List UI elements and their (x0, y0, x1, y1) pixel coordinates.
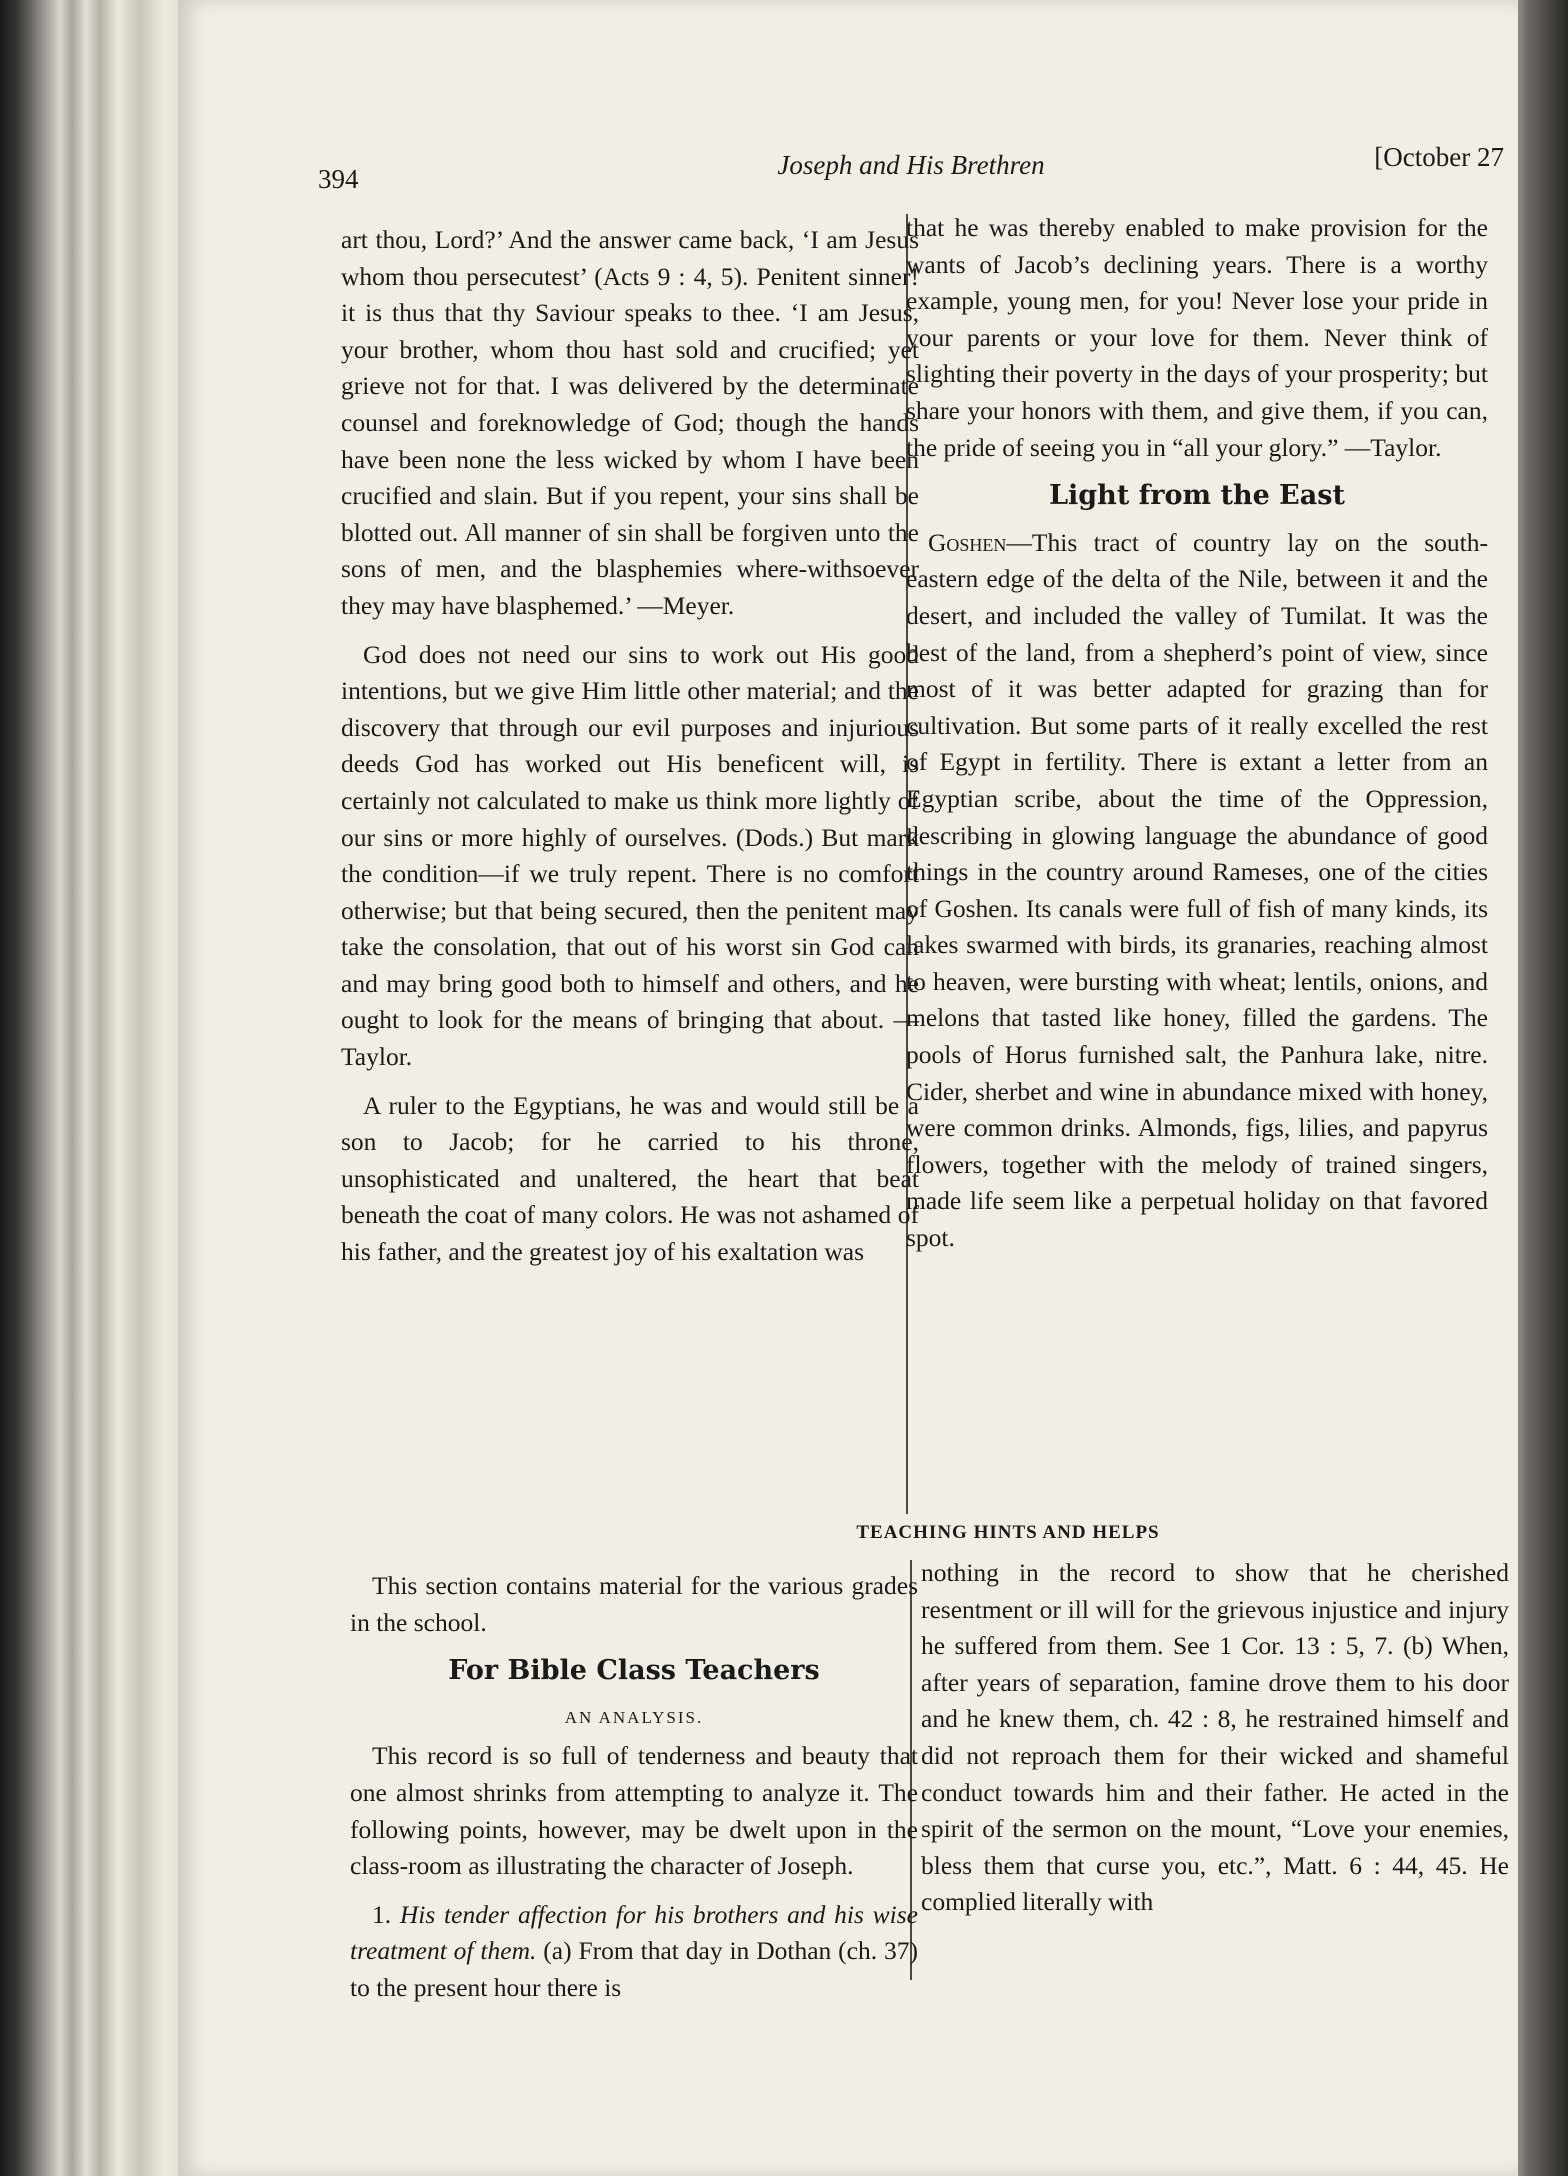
running-date: [October 27 (1374, 142, 1504, 172)
book-spine-edge (0, 0, 190, 2176)
column-left-top (341, 222, 919, 1283)
point-text: (a) From that day in Dothan (ch. 37) to the present hour there is (350, 1936, 918, 2002)
point-number: 1. (372, 1899, 392, 1929)
goshen-lead: Goshen (928, 527, 1007, 557)
paragraph: God does not need our sins to work out His good intentions, but we give Him little other material; and the discovery that through our evil purposes and injurious deeds God has worked out His beneficent will, is certainly not calculated to make us think more lightly of our sins or more highly of ourselves. (Dods.) But mark the condition—if we truly repent. There is no comfort otherwise; but that being secured, then the penitent may take the consolation, that out of his worst sin God can and may bring good both to himself and others, and he ought to look for the means of bringing that about. —Taylor. (341, 639, 919, 1072)
subheading-analysis: AN ANALYSIS. (564, 1707, 704, 1727)
running-head (318, 142, 1504, 192)
paragraph: that he was thereby enabled to make provision for the wants of Jacob’s declining years. There is a worthy example, young men, for you! Never lose your pride in your parents or your love for them. Never think of slighting their poverty in the days of your prosperity; but share your honors with them, and give them, if you can, the pride of seeing you in “all your glory.” —Taylor. (906, 213, 1488, 462)
column-right-bottom (921, 1555, 1509, 1933)
paragraph: nothing in the record to show that he cherished resentment or ill will for the grievous injustice and injury he suffered from them. See 1 Cor. 13 : 5, 7. (b) When, after years of separation, famine drove them to his door and he knew them, ch. 42 : 8, he restrained himself and did not reproach them for their wicked and shameful conduct towards him and their father. He acted in the spirit of the sermon on the mount, “Love your enemies, bless them that curse you, etc.”, Matt. 6 : 44, 45. He complied literally with (921, 1558, 1509, 1917)
paragraph: This record is so full of tenderness and beauty that one almost shrinks from attempting to analyze it. The following points, however, may be dwelt upon in the class-room as illustrating the character of Joseph. (350, 1741, 918, 1881)
subheading-bible-class-teachers: For Bible Class Teachers (448, 1655, 820, 1687)
running-title: Joseph and His Brethren (777, 150, 1045, 180)
point-title: His tender affection for his brothers and his wise treatment of them. (350, 1899, 918, 1966)
book-page (178, 0, 1518, 2176)
paragraph: A ruler to the Egyptians, he was and would still be a son to Jacob; for he carried to his throne, unsophisticated and unaltered, the heart that beat beneath the coat of many colors. He was not ashamed of his father, and the greatest joy of his exaltation was (341, 1090, 919, 1267)
paragraph: This section contains material for the various grades in the school. (350, 1571, 918, 1637)
goshen-text: —This tract of country lay on the south-eastern edge of the delta of the Nile, between it and the desert, and included the valley of Tumilat. It was the best of the land, from a shepherd’s point of view, since most of it was better adapted for grazing than for cultivation. But some parts of it really excelled the rest of Egypt in fertility. There is extant a letter from an Egyptian scribe, about the time of the Oppression, describing in glowing language the abundance of good things in the country around Rameses, one of the cities of Goshen. Its canals were full of fish of many kinds, its lakes swarmed with birds, its granaries, reaching almost to heaven, were bursting with wheat; lentils, onions, and melons that tasted like honey, filled the gardens. The pools of Horus furnished salt, the Panhura lake, nitre. Cider, sherbet and wine in abundance mixed with honey, were common drinks. Almonds, figs, lilies, and papyrus flowers, together with the melody of trained singers, made life seem like a perpetual holiday on that favored spot. (906, 527, 1488, 1253)
page-number: 394 (318, 164, 359, 194)
section-heading: TEACHING HINTS AND HELPS (856, 1522, 1160, 1543)
subheading-light-from-the-east: Light from the East (1049, 480, 1345, 512)
column-left-bottom (350, 1568, 918, 2019)
paragraph: art thou, Lord?’ And the answer came back, ‘I am Jesus whom thou persecutest’ (Acts 9 : 4, 5). Penitent sinner! it is thus that thy Saviour speaks to thee. ‘I am Jesus, your brother, whom thou hast sold and crucified; yet grieve not for that. I was delivered by the determinate counsel and foreknowledge of God; though the hands have been none the less wicked by whom I have been crucified and slain. But if you repent, your sins shall be blotted out. All manner of sin shall be forgiven unto the sons of men, and the blasphemies where-withsoever they may have blasphemed.’ —Meyer. (341, 225, 919, 620)
paragraph-point-1 (350, 1897, 918, 2007)
paragraph-goshen (906, 525, 1488, 1257)
column-right-top (906, 210, 1488, 1269)
